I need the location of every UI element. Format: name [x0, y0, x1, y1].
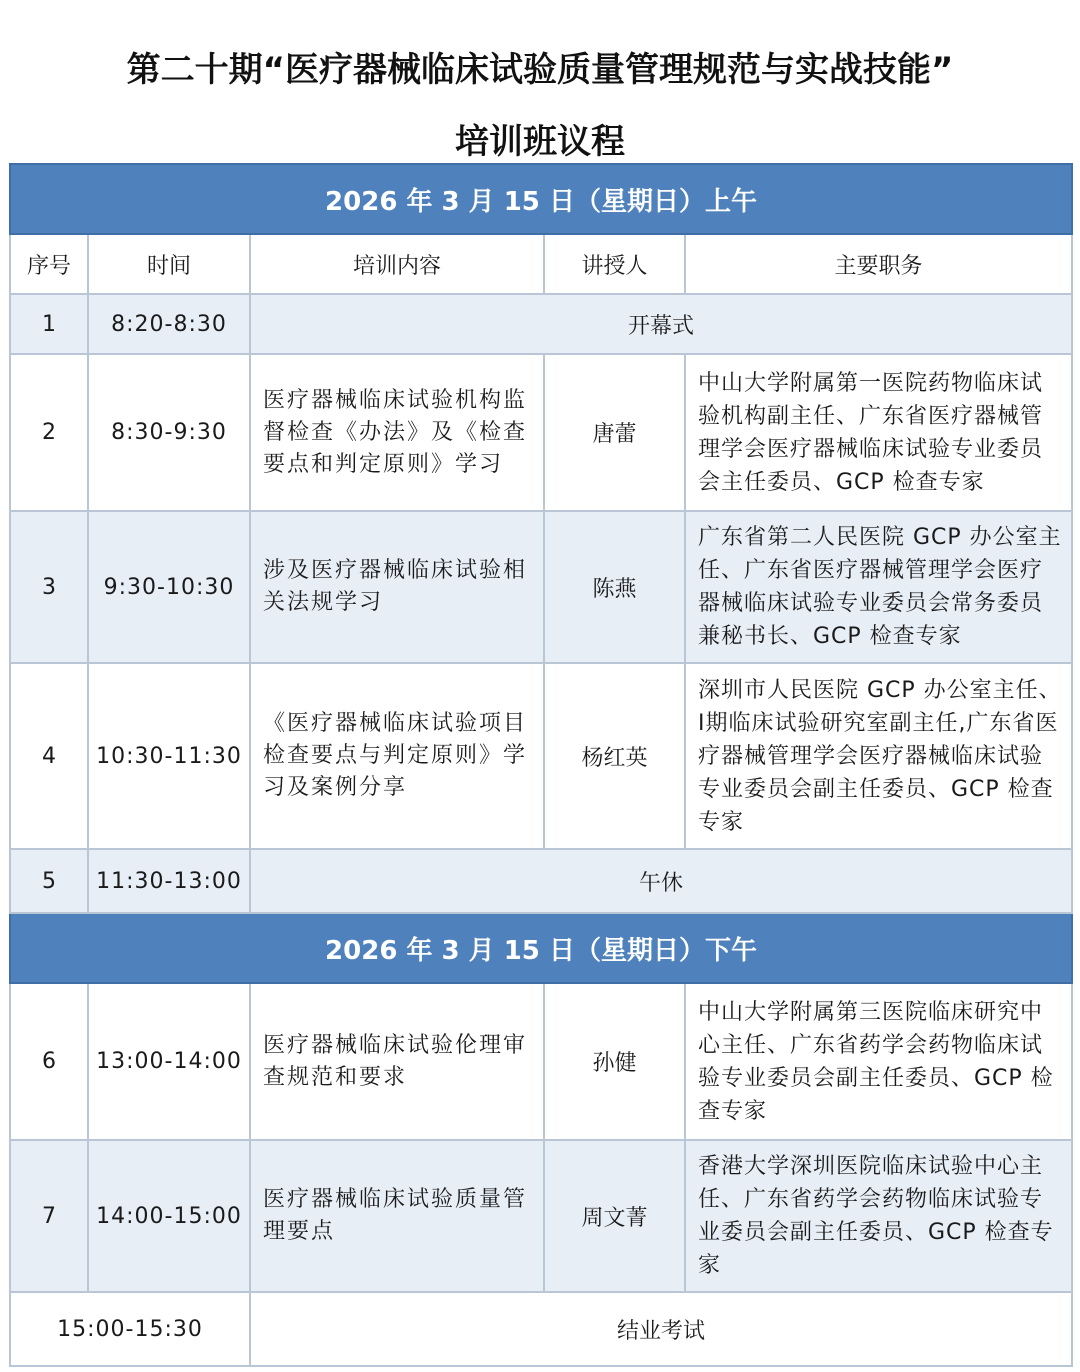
row-position: 中山大学附属第三医院临床研究中心主任、广东省药学会药物临床试验专业委员会副主任委员、GCP 检查专家 — [685, 983, 1072, 1140]
row-content: 《医疗器械临床试验项目检查要点与判定原则》学习及案例分享 — [250, 663, 544, 849]
row-no: 1 — [10, 294, 88, 354]
row-position: 中山大学附属第一医院药物临床试验机构副主任、广东省医疗器械管理学会医疗器械临床试验专业委员会主任委员、GCP 检查专家 — [685, 354, 1072, 511]
header-content: 培训内容 — [250, 234, 544, 294]
row-content: 涉及医疗器械临床试验相关法规学习 — [250, 511, 544, 663]
row-time: 10:30-11:30 — [88, 663, 250, 849]
row-position: 香港大学深圳医院临床试验中心主任、广东省药学会药物临床试验专业委员会副主任委员、GCP 检查专家 — [685, 1140, 1072, 1292]
row-time: 14:00-15:00 — [88, 1140, 250, 1292]
header-time: 时间 — [88, 234, 250, 294]
table-header-row — [10, 234, 1072, 294]
agenda-title: 第二十期“医疗器械临床试验质量管理规范与实战技能” — [126, 50, 954, 90]
row-time: 11:30-13:00 — [88, 849, 250, 913]
row-content: 开幕式 — [250, 294, 1072, 354]
row-content: 午休 — [250, 849, 1072, 913]
row-no: 7 — [10, 1140, 88, 1292]
table-row — [10, 1140, 1072, 1292]
row-speaker: 孙健 — [544, 983, 685, 1140]
header-position: 主要职务 — [685, 234, 1072, 294]
section-header-afternoon — [10, 913, 1072, 983]
agenda-table — [9, 163, 1073, 1367]
row-speaker: 周文菁 — [544, 1140, 685, 1292]
row-speaker: 杨红英 — [544, 663, 685, 849]
row-time: 8:20-8:30 — [88, 294, 250, 354]
table-row — [10, 983, 1072, 1140]
row-speaker: 唐蕾 — [544, 354, 685, 511]
row-content: 结业考试 — [250, 1292, 1072, 1366]
table-row — [10, 1292, 1072, 1366]
row-time: 8:30-9:30 — [88, 354, 250, 511]
table-row — [10, 663, 1072, 849]
row-speaker: 陈燕 — [544, 511, 685, 663]
row-time: 9:30-10:30 — [88, 511, 250, 663]
row-no: 4 — [10, 663, 88, 849]
row-no: 2 — [10, 354, 88, 511]
row-content: 医疗器械临床试验伦理审查规范和要求 — [250, 983, 544, 1140]
section-date-morning: 2026 年 3 月 15 日（星期日）上午 — [10, 164, 1072, 234]
header-no: 序号 — [10, 234, 88, 294]
section-date-afternoon: 2026 年 3 月 15 日（星期日）下午 — [10, 913, 1072, 983]
row-content: 医疗器械临床试验质量管理要点 — [250, 1140, 544, 1292]
row-no: 5 — [10, 849, 88, 913]
table-row — [10, 354, 1072, 511]
header-speaker: 讲授人 — [544, 234, 685, 294]
table-row — [10, 849, 1072, 913]
row-content: 医疗器械临床试验机构监督检查《办法》及《检查要点和判定原则》学习 — [250, 354, 544, 511]
agenda-subtitle: 培训班议程 — [455, 122, 625, 162]
table-row — [10, 511, 1072, 663]
row-time: 15:00-15:30 — [10, 1292, 250, 1366]
row-time: 13:00-14:00 — [88, 983, 250, 1140]
row-no: 3 — [10, 511, 88, 663]
table-row — [10, 294, 1072, 354]
section-header-morning — [10, 164, 1072, 234]
row-position: 深圳市人民医院 GCP 办公室主任、Ⅰ期临床试验研究室副主任,广东省医疗器械管理学会医疗器械临床试验专业委员会副主任委员、GCP 检查专家 — [685, 663, 1072, 849]
row-position: 广东省第二人民医院 GCP 办公室主任、广东省医疗器械管理学会医疗器械临床试验专业委员会常务委员兼秘书长、GCP 检查专家 — [685, 511, 1072, 663]
row-no: 6 — [10, 983, 88, 1140]
